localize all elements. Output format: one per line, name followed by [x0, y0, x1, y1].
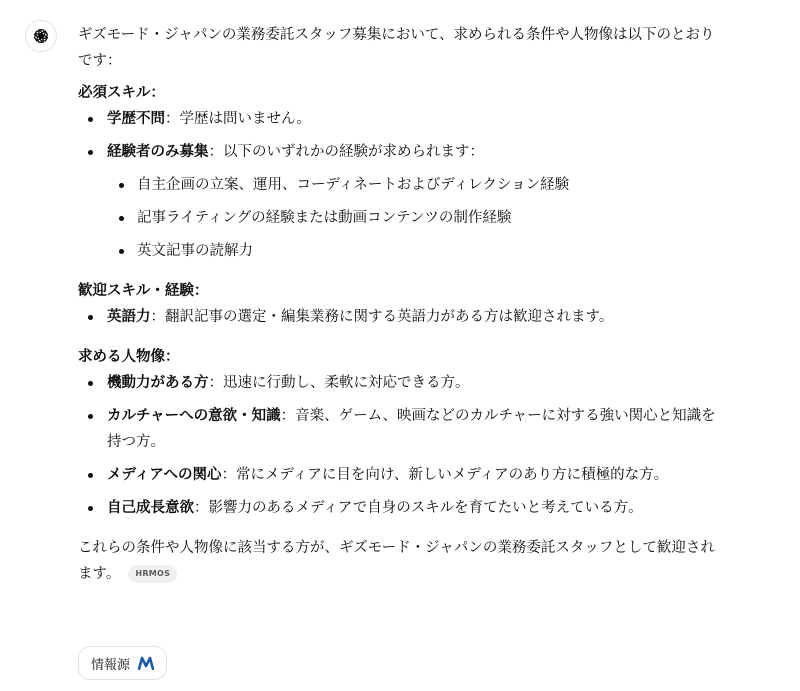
sources-button[interactable]: [78, 646, 167, 680]
list-item-desc: ：翻訳記事の選定・編集業務に関する英語力がある方は歓迎されます。: [150, 309, 614, 325]
list-item-term: 経験者のみ募集: [107, 144, 209, 160]
list-item-term: 機動力がある方: [107, 375, 209, 391]
list-item-term: カルチャーへの意欲・知識: [107, 408, 281, 424]
assistant-avatar: [25, 20, 57, 52]
sublist-item: 自主企画の立案、運用、コーディネートおよびディレクション経験: [107, 172, 728, 198]
list-item-desc: ：迅速に行動し、柔軟に対応できる方。: [208, 375, 470, 391]
citation-chip[interactable]: HRMOS: [128, 565, 177, 583]
list-item-term: 英語力: [107, 309, 151, 325]
list-item-desc: ：学歴は問いません。: [165, 111, 311, 127]
list-item: [78, 106, 728, 132]
list-item: [78, 462, 728, 488]
section-title-persona: 求める人物像：: [78, 349, 180, 365]
experience-sublist: [107, 172, 728, 264]
persona-list: [78, 370, 728, 521]
list-item-term: 自己成長意欲: [107, 500, 194, 516]
list-item-term: 学歴不問: [107, 111, 165, 127]
welcome-skills-list: [78, 304, 728, 330]
list-item: [78, 304, 728, 330]
sources-button-label: 情報源: [91, 657, 131, 673]
list-item-term: メディアへの関心: [107, 467, 222, 483]
list-item: [78, 495, 728, 521]
list-item-desc: ：以下のいずれかの経験が求められます：: [208, 144, 484, 160]
section-title-required: 必須スキル：: [78, 85, 165, 101]
section-title-welcome: 歓迎スキル・経験：: [78, 283, 209, 299]
closing-text-body: これらの条件や人物像に該当する方が、ギズモード・ジャパンの業務委託スタッフとして歓迎されます。: [78, 540, 715, 582]
hrmos-logo-icon: [138, 656, 154, 670]
openai-logo-icon: [31, 26, 51, 46]
assistant-message: [78, 22, 728, 587]
list-item: [78, 370, 728, 396]
list-item: [78, 403, 728, 455]
closing-text: [78, 535, 728, 587]
list-item-desc: ：影響力のあるメディアで自身のスキルを育てたいと考えている方。: [194, 500, 643, 516]
sublist-item: 英文記事の読解力: [107, 238, 728, 264]
required-skills-list: [78, 106, 728, 264]
sublist-item: 記事ライティングの経験または動画コンテンツの制作経験: [107, 205, 728, 231]
intro-text: ギズモード・ジャパンの業務委託スタッフ募集において、求められる条件や人物像は以下のとおりです：: [78, 27, 715, 69]
list-item-desc: ：音楽、ゲーム、映画などのカルチャーに対する強い関心と知識を持つ方。: [107, 408, 716, 450]
list-item-desc: ：常にメディアに目を向け、新しいメディアのあり方に積極的な方。: [221, 467, 669, 483]
list-item: [78, 139, 728, 264]
